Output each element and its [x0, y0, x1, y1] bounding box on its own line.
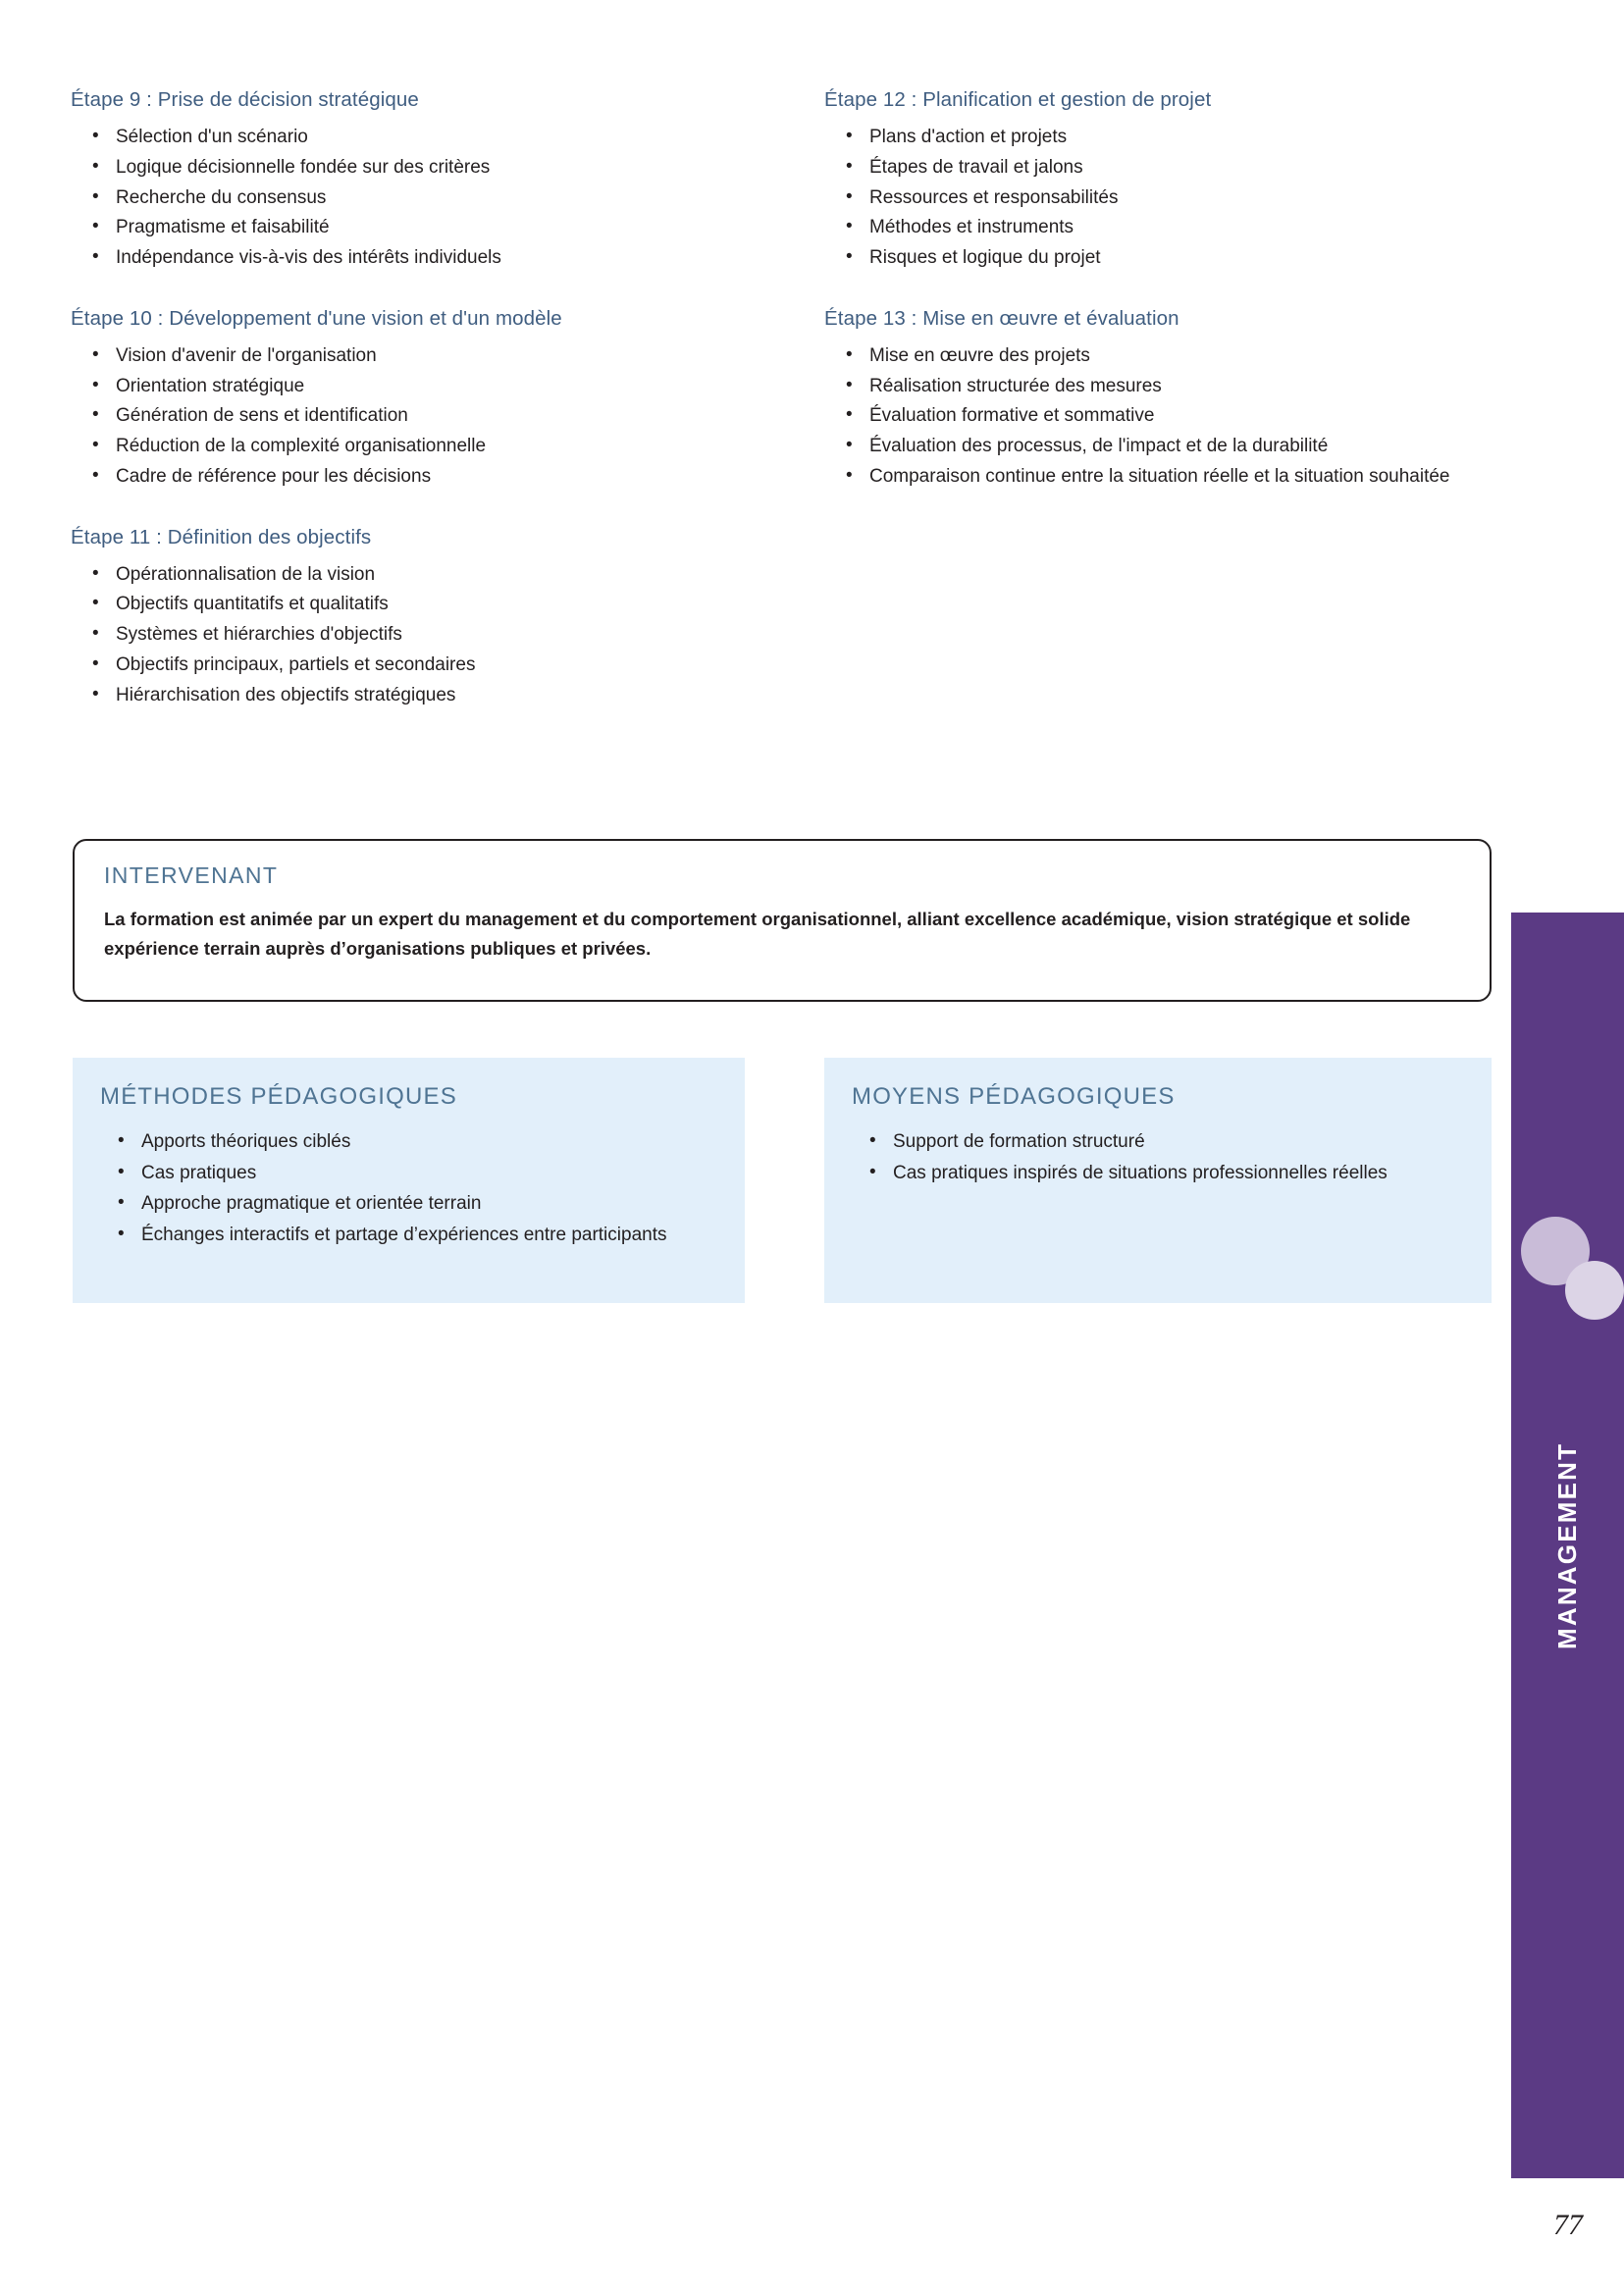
list-item: • Mise en œuvre des projets [869, 341, 1492, 372]
list-item: • Support de formation structuré [893, 1126, 1464, 1158]
list-item: • Réduction de la complexité organisationnelle [116, 432, 738, 462]
bullet-list [71, 341, 738, 493]
list-item: • Méthodes et instruments [869, 213, 1492, 243]
list-item: • Indépendance vis-à-vis des intérêts individuels [116, 243, 738, 274]
list-item: • Pragmatisme et faisabilité [116, 213, 738, 243]
content-column-left [71, 88, 738, 744]
page-number: 77 [1553, 2209, 1583, 2241]
section-etape-11 [71, 526, 738, 711]
list-item: • Risques et logique du projet [869, 243, 1492, 274]
section-title: Étape 10 : Développement d'une vision et d'un modèle [71, 306, 562, 330]
bullet-list [824, 123, 1492, 274]
bullet-list [71, 560, 738, 711]
moyens-pedagogiques-title: MOYENS PÉDAGOGIQUES [852, 1083, 1176, 1110]
section-title: Étape 9 : Prise de décision stratégique [71, 88, 419, 111]
list-item: • Opérationnalisation de la vision [116, 560, 738, 591]
list-item: • Échanges interactifs et partage d’expériences entre participants [141, 1220, 717, 1251]
list-item: • Vision d'avenir de l'organisation [116, 341, 738, 372]
intervenant-title: INTERVENANT [104, 862, 279, 888]
intervenant-panel [73, 839, 1492, 1002]
list-item: • Approche pragmatique et orientée terrain [141, 1188, 717, 1220]
section-etape-12 [824, 88, 1492, 274]
section-title: Étape 13 : Mise en œuvre et évaluation [824, 306, 1179, 330]
methodes-pedagogiques-title: MÉTHODES PÉDAGOGIQUES [100, 1083, 457, 1110]
list-item: • Hiérarchisation des objectifs stratégiques [116, 681, 738, 711]
list-item: • Objectifs quantitatifs et qualitatifs [116, 590, 738, 620]
bullet-list [100, 1126, 717, 1250]
content-column-right [824, 88, 1492, 526]
moyens-pedagogiques-panel [824, 1058, 1492, 1303]
list-item: • Étapes de travail et jalons [869, 153, 1492, 183]
list-item: • Plans d'action et projets [869, 123, 1492, 153]
list-item: • Génération de sens et identification [116, 401, 738, 432]
methodes-pedagogiques-panel [73, 1058, 745, 1303]
list-item: • Orientation stratégique [116, 372, 738, 402]
section-side-band [1511, 913, 1624, 2178]
list-item: • Sélection d'un scénario [116, 123, 738, 153]
list-item: • Objectifs principaux, partiels et secondaires [116, 651, 738, 681]
list-item: • Recherche du consensus [116, 183, 738, 214]
list-item: • Réalisation structurée des mesures [869, 372, 1492, 402]
intervenant-text: La formation est animée par un expert du management et du comportement organisationnel, alliant excellence académique, vision stratégique et solide expérience terrain auprès d’organisations publiques et privées. [104, 909, 1411, 959]
section-title: Étape 11 : Définition des objectifs [71, 525, 372, 548]
bullet-list [824, 341, 1492, 493]
list-item: • Cadre de référence pour les décisions [116, 462, 738, 493]
section-title: Étape 12 : Planification et gestion de projet [824, 88, 1212, 111]
list-item: • Systèmes et hiérarchies d'objectifs [116, 620, 738, 651]
section-etape-9 [71, 88, 738, 274]
list-item: • Logique décisionnelle fondée sur des critères [116, 153, 738, 183]
list-item: • Évaluation des processus, de l'impact et de la durabilité [869, 432, 1492, 462]
list-item: • Cas pratiques inspirés de situations professionnelles réelles [893, 1158, 1464, 1189]
section-etape-13 [824, 307, 1492, 493]
side-band-label: MANAGEMENT [1552, 1441, 1582, 1649]
list-item: • Cas pratiques [141, 1158, 717, 1189]
bullet-list [71, 123, 738, 274]
section-etape-10 [71, 307, 738, 493]
bullet-list [852, 1126, 1464, 1188]
list-item: • Comparaison continue entre la situation réelle et la situation souhaitée [869, 462, 1492, 493]
list-item: • Évaluation formative et sommative [869, 401, 1492, 432]
list-item: • Ressources et responsabilités [869, 183, 1492, 214]
list-item: • Apports théoriques ciblés [141, 1126, 717, 1158]
